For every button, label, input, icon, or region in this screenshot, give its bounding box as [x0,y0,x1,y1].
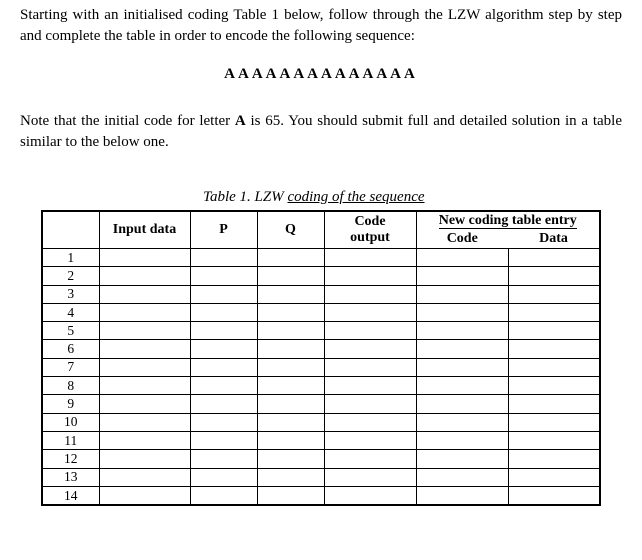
row-number: 8 [42,377,99,395]
table-row [42,340,600,358]
input-data-cell[interactable] [99,358,190,376]
new-code-cell[interactable] [416,377,508,395]
input-data-cell[interactable] [99,285,190,303]
caption-rest: coding of the sequence [287,189,425,205]
new-data-cell[interactable] [508,450,600,468]
table-row [42,303,600,321]
row-number: 6 [42,340,99,358]
row-number: 12 [42,450,99,468]
new-code-cell[interactable] [416,486,508,505]
new-code-cell[interactable] [416,431,508,449]
row-number: 13 [42,468,99,486]
p-cell[interactable] [190,450,257,468]
input-data-cell[interactable] [99,395,190,413]
table-row [42,431,600,449]
q-cell[interactable] [257,267,324,285]
note-paragraph [20,111,622,153]
q-cell[interactable] [257,395,324,413]
q-cell[interactable] [257,303,324,321]
table-row [42,322,600,340]
input-data-cell[interactable] [99,340,190,358]
p-cell[interactable] [190,486,257,505]
new-code-cell[interactable] [416,358,508,376]
p-cell[interactable] [190,285,257,303]
new-code-cell[interactable] [416,395,508,413]
table-row [42,249,600,267]
p-cell[interactable] [190,377,257,395]
code-output-cell[interactable] [324,431,416,449]
table-row [42,468,600,486]
p-cell[interactable] [190,358,257,376]
q-cell[interactable] [257,322,324,340]
new-code-cell[interactable] [416,285,508,303]
q-cell[interactable] [257,431,324,449]
p-cell[interactable] [190,468,257,486]
q-cell[interactable] [257,450,324,468]
q-cell[interactable] [257,285,324,303]
new-code-cell[interactable] [416,340,508,358]
p-cell[interactable] [190,303,257,321]
input-data-cell[interactable] [99,303,190,321]
q-cell[interactable] [257,358,324,376]
code-output-cell[interactable] [324,358,416,376]
code-output-cell[interactable] [324,486,416,505]
code-output-cell[interactable] [324,395,416,413]
p-cell[interactable] [190,431,257,449]
new-code-cell[interactable] [416,303,508,321]
header-code-output [324,211,416,249]
new-code-cell[interactable] [416,322,508,340]
row-number: 2 [42,267,99,285]
row-number: 4 [42,303,99,321]
row-number: 3 [42,285,99,303]
p-cell[interactable] [190,395,257,413]
header-q: Q [257,211,324,249]
table-row [42,395,600,413]
new-data-cell[interactable] [508,303,600,321]
new-data-cell[interactable] [508,468,600,486]
p-cell[interactable] [190,340,257,358]
table-row [42,413,600,431]
table-body [42,249,600,506]
table-caption [203,189,425,206]
row-number: 7 [42,358,99,376]
q-cell[interactable] [257,249,324,267]
note-text-before: Note that the initial code for letter [20,113,235,129]
input-data-cell[interactable] [99,377,190,395]
row-number: 9 [42,395,99,413]
table-row [42,377,600,395]
header-code-output-line2: output [350,230,390,245]
q-cell[interactable] [257,486,324,505]
new-code-cell[interactable] [416,267,508,285]
p-cell[interactable] [190,322,257,340]
new-data-cell[interactable] [508,413,600,431]
row-number: 10 [42,413,99,431]
header-code: Code [416,229,508,249]
input-data-cell[interactable] [99,468,190,486]
input-data-cell[interactable] [99,431,190,449]
table-row [42,450,600,468]
caption-prefix: Table 1. LZW [203,189,288,205]
header-new-entry-label: New coding table entry [438,212,577,228]
row-number: 11 [42,431,99,449]
header-data: Data [508,229,600,249]
row-number: 5 [42,322,99,340]
code-output-cell[interactable] [324,285,416,303]
input-data-cell[interactable] [99,322,190,340]
input-data-cell[interactable] [99,486,190,505]
p-cell[interactable] [190,249,257,267]
sequence-to-encode: AAAAAAAAAAAAAA [224,66,418,82]
new-code-cell[interactable] [416,413,508,431]
p-cell[interactable] [190,413,257,431]
new-data-cell[interactable] [508,267,600,285]
code-output-cell[interactable] [324,413,416,431]
header-row-number [42,211,99,249]
table-row [42,358,600,376]
table-row [42,285,600,303]
header-new-entry [416,211,600,229]
header-code-output-line1: Code [354,214,386,229]
intro-paragraph: Starting with an initialised coding Table 1 below, follow through the LZW algorithm step by step and complete the table in order to encode the following sequence: [20,7,622,44]
input-data-cell[interactable] [99,267,190,285]
code-output-cell[interactable] [324,267,416,285]
header-input-data: Input data [99,211,190,249]
q-cell[interactable] [257,377,324,395]
new-data-cell[interactable] [508,377,600,395]
q-cell[interactable] [257,340,324,358]
input-data-cell[interactable] [99,413,190,431]
new-data-cell[interactable] [508,395,600,413]
new-data-cell[interactable] [508,322,600,340]
new-code-cell[interactable] [416,468,508,486]
input-data-cell[interactable] [99,450,190,468]
new-code-cell[interactable] [416,450,508,468]
table-row [42,486,600,505]
new-data-cell[interactable] [508,431,600,449]
new-data-cell[interactable] [508,340,600,358]
code-output-cell[interactable] [324,340,416,358]
code-output-cell[interactable] [324,303,416,321]
new-code-cell[interactable] [416,249,508,267]
new-data-cell[interactable] [508,285,600,303]
note-letter: A [234,113,246,129]
q-cell[interactable] [257,468,324,486]
q-cell[interactable] [257,413,324,431]
code-output-cell[interactable] [324,450,416,468]
code-output-cell[interactable] [324,249,416,267]
code-output-cell[interactable] [324,468,416,486]
code-output-cell[interactable] [324,322,416,340]
note-text-after: is 65. You should submit full and detailed solution in a table similar to the below one. [20,113,623,150]
code-output-cell[interactable] [324,377,416,395]
table-row [42,267,600,285]
new-data-cell[interactable] [508,486,600,505]
input-data-cell[interactable] [99,249,190,267]
p-cell[interactable] [190,267,257,285]
row-number: 1 [42,249,99,267]
new-data-cell[interactable] [508,249,600,267]
new-data-cell[interactable] [508,358,600,376]
lzw-coding-table [41,210,601,506]
row-number: 14 [42,486,99,505]
header-p: P [190,211,257,249]
